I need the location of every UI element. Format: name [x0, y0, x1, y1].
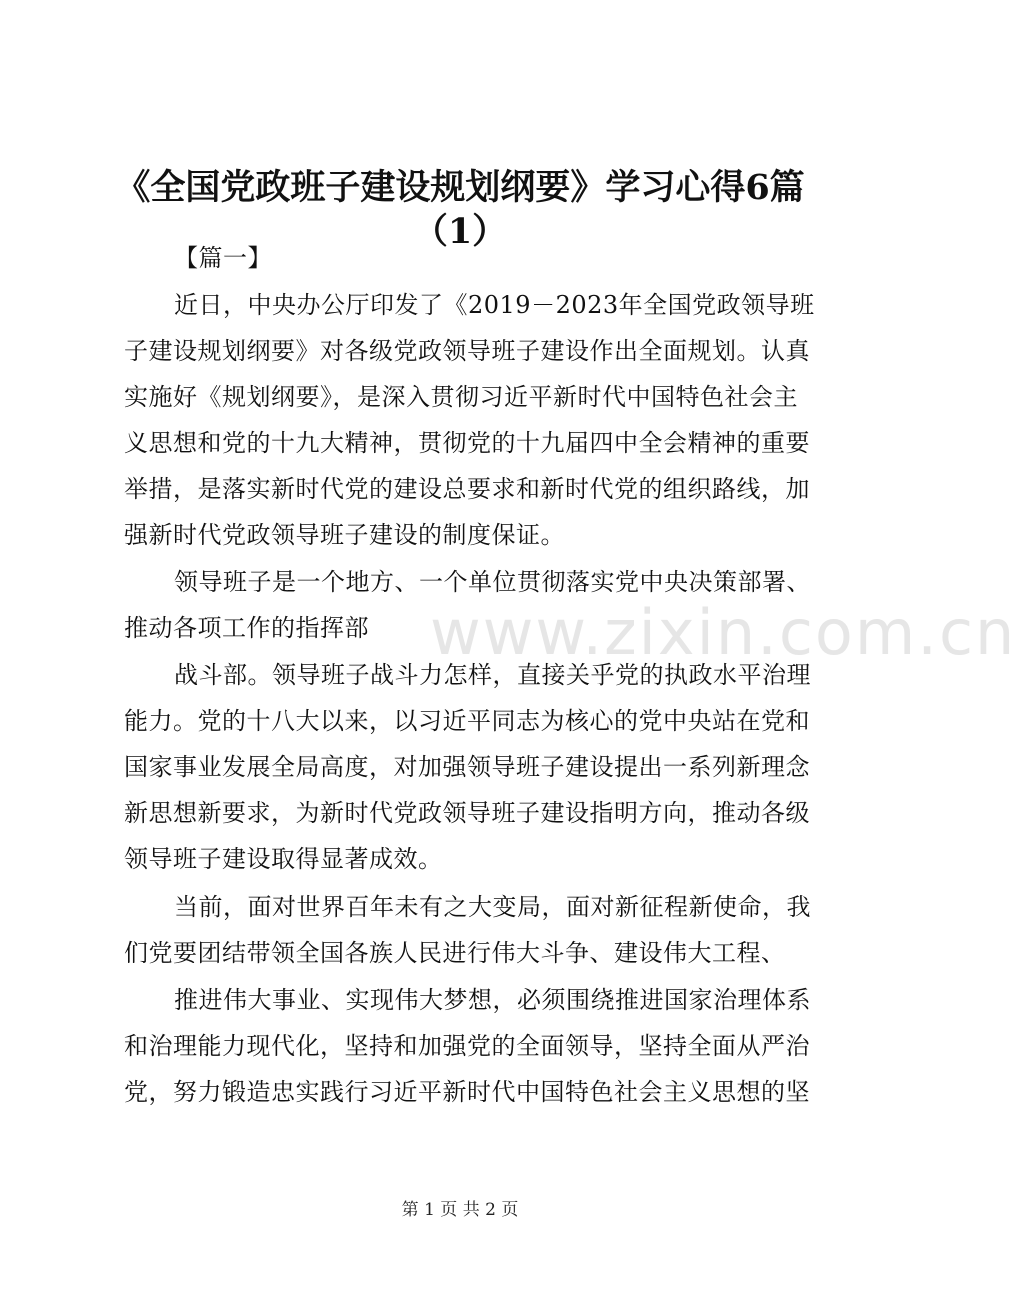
body-line: 义思想和党的十九大精神，贯彻党的十九届四中全会精神的重要 [124, 429, 810, 457]
body-line: 战斗部。领导班子战斗力怎样，直接关乎党的执政水平治理 [174, 661, 811, 689]
body-line: 当前，面对世界百年未有之大变局，面对新征程新使命，我 [174, 893, 811, 921]
watermark: www.zixin.com.cn [430, 596, 1016, 669]
section-heading: 【篇一】 [174, 244, 272, 272]
body-line: 推动各项工作的指挥部 [124, 614, 369, 642]
body-line: 领导班子是一个地方、一个单位贯彻落实党中央决策部署、 [174, 568, 811, 596]
body-line: 和治理能力现代化，坚持和加强党的全面领导，坚持全面从严治 [124, 1032, 810, 1060]
body-line: 国家事业发展全局高度，对加强领导班子建设提出一系列新理念 [124, 753, 810, 781]
page-footer: 第 1 页 共 2 页 [401, 1200, 519, 1220]
body-line: 党，努力锻造忠实践行习近平新时代中国特色社会主义思想的坚 [124, 1078, 810, 1106]
body-line: 强新时代党政领导班子建设的制度保证。 [124, 521, 565, 549]
body-line: 推进伟大事业、实现伟大梦想，必须围绕推进国家治理体系 [174, 986, 811, 1014]
document-title-line-2: （1） [412, 211, 508, 252]
body-line: 新思想新要求，为新时代党政领导班子建设指明方向，推动各级 [124, 799, 810, 827]
body-line: 实施好《规划纲要》，是深入贯彻习近平新时代中国特色社会主 [124, 383, 798, 411]
body-line: 近日，中央办公厅印发了《2019－2023年全国党政领导班 [174, 291, 815, 319]
body-line: 能力。党的十八大以来，以习近平同志为核心的党中央站在党和 [124, 707, 810, 735]
body-line: 领导班子建设取得显著成效。 [124, 845, 443, 873]
body-line: 们党要团结带领全国各族人民进行伟大斗争、建设伟大工程、 [124, 939, 786, 967]
body-line: 举措，是落实新时代党的建设总要求和新时代党的组织路线，加 [124, 475, 810, 503]
body-line: 子建设规划纲要》对各级党政领导班子建设作出全面规划。认真 [124, 337, 810, 365]
document-title-line-1: 《全国党政班子建设规划纲要》学习心得6篇 [115, 167, 805, 208]
